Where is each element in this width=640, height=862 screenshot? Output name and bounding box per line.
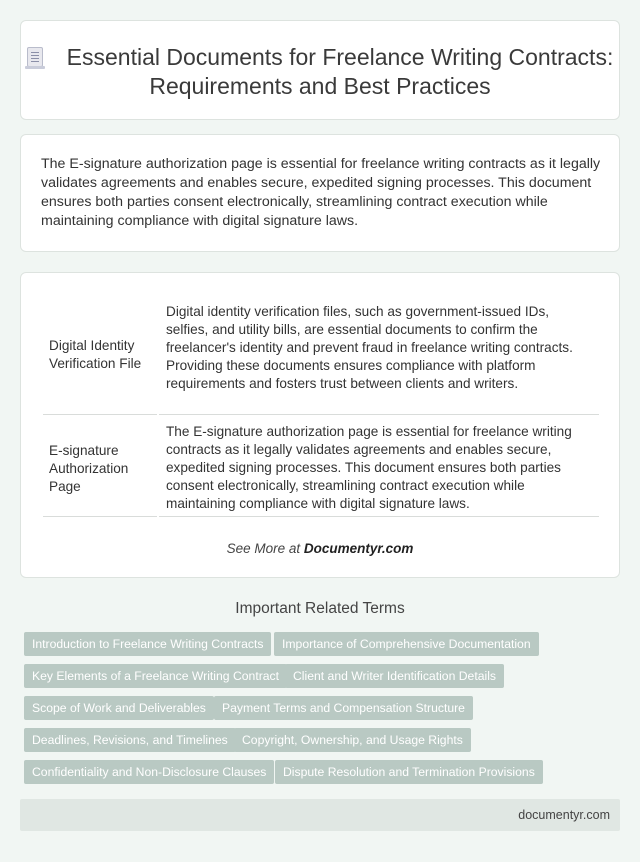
title-card bbox=[20, 20, 620, 120]
related-term-tag[interactable]: Importance of Comprehensive Documentation bbox=[274, 632, 539, 656]
row-description: The E-signature authorization page is essential for freelance writing contracts as it legally validates agreements and enables secure, expedited signing processes. This document ensures both parties consent electronically, streamlining contract execution while maintaining compliance with digital signature laws. bbox=[166, 424, 572, 511]
related-term-tag[interactable]: Introduction to Freelance Writing Contracts bbox=[24, 632, 271, 656]
related-term-tag[interactable]: Payment Terms and Compensation Structure bbox=[214, 696, 473, 720]
see-more-prefix: See More at bbox=[226, 541, 304, 556]
related-terms-heading: Important Related Terms bbox=[235, 600, 405, 617]
see-more-site[interactable]: Documentyr.com bbox=[303, 541, 414, 556]
related-term-tag[interactable]: Copyright, Ownership, and Usage Rights bbox=[234, 728, 471, 752]
footer-site-link[interactable]: documentyr.com bbox=[518, 808, 610, 822]
intro-card bbox=[20, 134, 620, 252]
page-title-wrap bbox=[21, 43, 619, 101]
related-term-tag[interactable]: Key Elements of a Freelance Writing Contract bbox=[24, 664, 287, 688]
table-row bbox=[43, 299, 599, 415]
related-term-tag[interactable]: Scope of Work and Deliverables bbox=[24, 696, 214, 720]
see-more-link[interactable] bbox=[21, 541, 619, 556]
related-term-tag[interactable]: Client and Writer Identification Details bbox=[285, 664, 504, 688]
related-term-tag[interactable]: Confidentiality and Non-Disclosure Clauses bbox=[24, 760, 274, 784]
row-label: Digital Identity Verification File bbox=[49, 338, 142, 371]
related-term-tag[interactable]: Dispute Resolution and Termination Provisions bbox=[275, 760, 543, 784]
page-title: Essential Documents for Freelance Writing Contracts: Requirements and Best Practices bbox=[66, 44, 614, 99]
row-label: E-signature Authorization Page bbox=[49, 443, 129, 494]
column-divider bbox=[157, 299, 159, 415]
column-divider bbox=[157, 419, 159, 517]
row-description: Digital identity verification files, such as government-issued IDs, selfies, and utility bills, are essential documents to confirm the freelancer's identity and prevent fraud in freelance writing contracts. Providing these documents ensures compliance with platform requirements and fosters trust between clients and writers. bbox=[166, 304, 573, 391]
document-icon bbox=[27, 47, 43, 67]
related-term-tag[interactable]: Deadlines, Revisions, and Timelines bbox=[24, 728, 236, 752]
table-row bbox=[43, 419, 599, 517]
documents-table-card bbox=[20, 272, 620, 578]
footer-bar bbox=[20, 799, 620, 831]
intro-paragraph: The E-signature authorization page is essential for freelance writing contracts as it legally validates agreements and enables secure, expedited signing processes. This document ensures both parties consent electronically, streamlining contract execution while maintaining compliance with digital signature laws. bbox=[41, 156, 601, 229]
